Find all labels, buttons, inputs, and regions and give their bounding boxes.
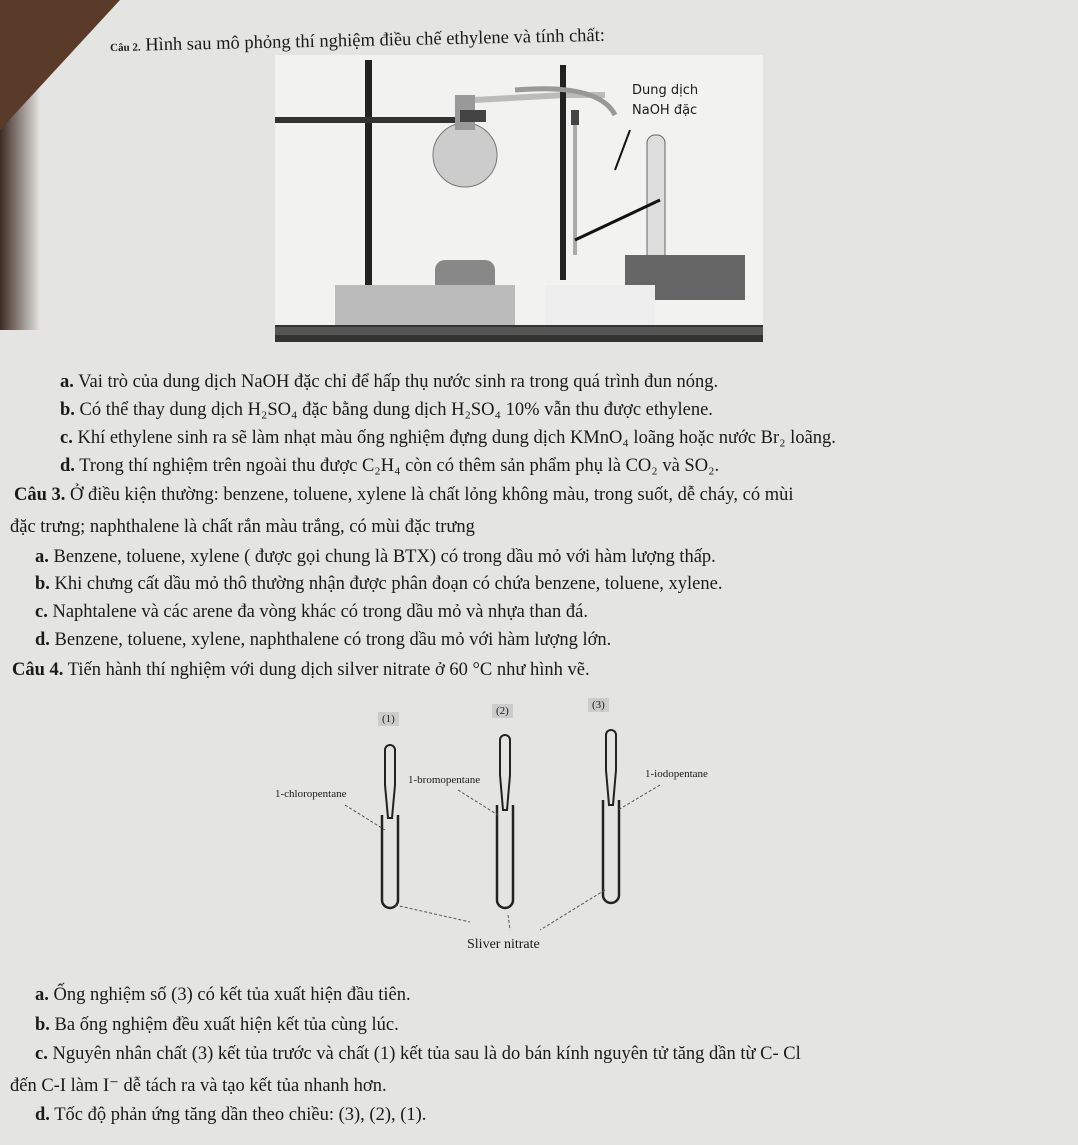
label-bromopentane: 1-bromopentane bbox=[408, 774, 481, 786]
option-key: c. bbox=[35, 602, 48, 622]
label-iodopentane: 1-iodopentane bbox=[645, 768, 708, 780]
q3-stem-line1 bbox=[14, 484, 794, 506]
option-key: a. bbox=[60, 372, 74, 392]
q3-option-d bbox=[35, 629, 611, 651]
option-text: Naphtalene và các arene đa vòng khác có trong dầu mỏ và nhựa than đá. bbox=[52, 602, 588, 622]
q2-option-a bbox=[60, 371, 718, 393]
q3-option-a bbox=[35, 546, 716, 568]
option-key: c. bbox=[60, 428, 73, 448]
option-text: Nguyên nhân chất (3) kết tủa trước và chất (1) kết tủa sau là do bán kính nguyên tử tăng dần từ C- Cl bbox=[52, 1044, 801, 1064]
option-text: Vai trò của dung dịch NaOH đặc chỉ để hấp thụ nước sinh ra trong quá trình đun nóng. bbox=[78, 372, 719, 392]
apparatus-drawing bbox=[275, 55, 763, 342]
q3-option-c bbox=[35, 601, 588, 623]
q3-option-b bbox=[35, 573, 722, 595]
q4-option-a bbox=[35, 984, 411, 1006]
option-key: b. bbox=[35, 574, 50, 594]
option-key: d. bbox=[35, 1105, 50, 1125]
option-text: đến C-I làm I⁻ dễ tách ra và tạo kết tủa nhanh hơn. bbox=[10, 1076, 387, 1096]
q4-stem bbox=[12, 659, 590, 681]
q4-option-c bbox=[35, 1043, 801, 1065]
naoh-label-line2: NaOH đặc bbox=[632, 103, 698, 118]
silver-nitrate-figure bbox=[230, 690, 790, 960]
option-key: c. bbox=[35, 1044, 48, 1064]
q2-option-c bbox=[60, 427, 836, 449]
tube-number-2: (2) bbox=[492, 704, 513, 718]
q2-intro-text: Hình sau mô phỏng thí nghiệm điều chế ethylene và tính chất: bbox=[145, 25, 606, 56]
option-text: Benzene, toluene, xylene ( được gọi chung là BTX) có trong dầu mỏ với hàm lượng thấp. bbox=[53, 547, 716, 567]
q4-option-b bbox=[35, 1014, 399, 1036]
option-key: d. bbox=[35, 630, 50, 650]
q4-number: Câu 4. bbox=[12, 660, 64, 680]
option-text: Có thể thay dung dịch H₂SO₄ đặc bằng dung dịch H₂SO₄ 10% vẫn thu được ethylene. bbox=[79, 400, 713, 420]
label-chloropentane: 1-chloropentane bbox=[275, 788, 347, 800]
q2-option-b bbox=[60, 399, 713, 421]
option-key: d. bbox=[60, 456, 75, 476]
option-text: Tốc độ phản ứng tăng dần theo chiều: (3), (2), (1). bbox=[54, 1105, 427, 1125]
option-key: b. bbox=[60, 400, 75, 420]
desk-corner bbox=[0, 0, 120, 130]
option-text: Benzene, toluene, xylene, naphthalene có trong dầu mỏ với hàm lượng lớn. bbox=[54, 630, 612, 650]
ethylene-apparatus-figure bbox=[275, 55, 763, 342]
option-text: Trong thí nghiệm trên ngoài thu được C₂H₄ còn có thêm sản phẩm phụ là CO₂ và SO₂. bbox=[79, 456, 720, 476]
option-text: Ba ống nghiệm đều xuất hiện kết tủa cùng lúc. bbox=[54, 1015, 399, 1035]
q2-number: Câu 2. bbox=[109, 41, 141, 55]
q3-text1: Ở điều kiện thường: benzene, toluene, xylene là chất lỏng không màu, trong suốt, dễ cháy, có mùi bbox=[70, 485, 794, 505]
tube-number-1: (1) bbox=[378, 712, 399, 726]
tube-number-3: (3) bbox=[588, 698, 609, 712]
q4-option-c-cont bbox=[10, 1075, 387, 1097]
option-text: Khí ethylene sinh ra sẽ làm nhạt màu ống nghiệm đựng dung dịch KMnO₄ loãng hoặc nước Br₂ loãng. bbox=[77, 428, 836, 448]
option-text: Ống nghiệm số (3) có kết tủa xuất hiện đầu tiên. bbox=[53, 985, 411, 1005]
option-key: a. bbox=[35, 547, 49, 567]
option-key: b. bbox=[35, 1015, 50, 1035]
label-silver-nitrate: Sliver nitrate bbox=[467, 937, 540, 952]
q4-text: Tiến hành thí nghiệm với dung dịch silver nitrate ở 60 °C như hình vẽ. bbox=[67, 660, 590, 680]
option-text: Khi chưng cất dầu mỏ thô thường nhận được phân đoạn có chứa benzene, toluene, xylene. bbox=[54, 574, 723, 594]
q4-option-d bbox=[35, 1104, 426, 1126]
q2-option-d bbox=[60, 455, 719, 477]
test-tubes-drawing bbox=[230, 690, 790, 960]
naoh-label-line1: Dung dịch bbox=[632, 83, 699, 98]
option-key: a. bbox=[35, 985, 49, 1005]
q3-stem-line2: đặc trưng; naphthalene là chất rắn màu trắng, có mùi đặc trưng bbox=[10, 517, 475, 537]
q3-number: Câu 3. bbox=[14, 485, 66, 505]
